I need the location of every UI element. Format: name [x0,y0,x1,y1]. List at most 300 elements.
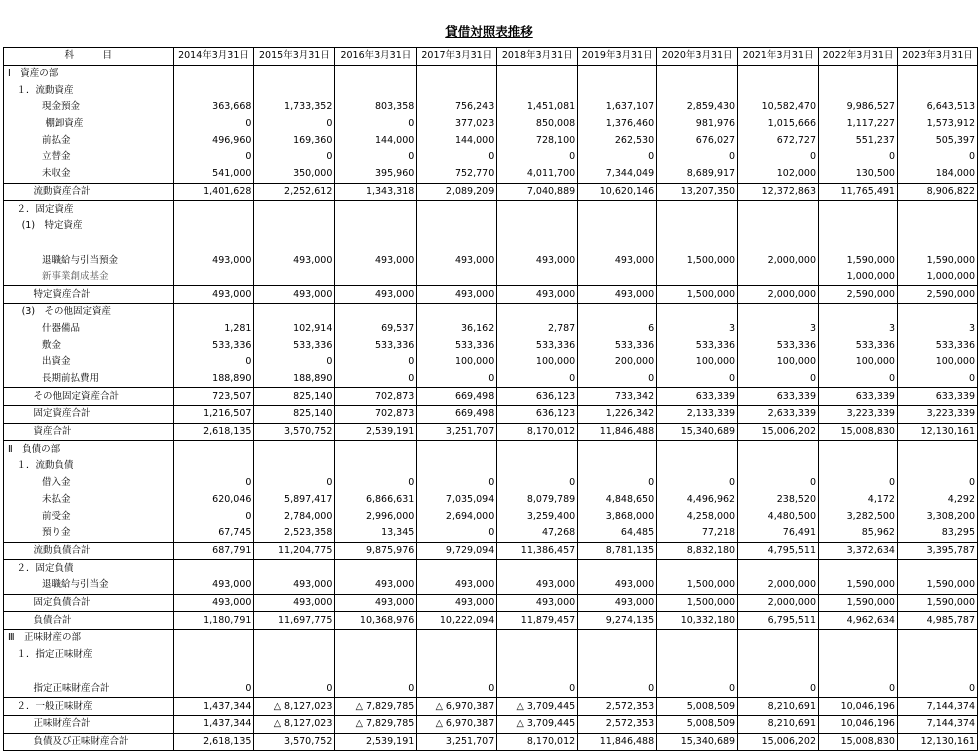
cell-value: 687,791 [173,542,254,560]
cell-value: 1,590,000 [819,577,898,594]
cell-value: 184,000 [897,166,977,183]
cell-value: 11,204,775 [254,542,335,560]
cell-value [738,82,819,99]
cell-value [897,647,977,664]
table-row [4,698,978,716]
cell-value: 3 [819,321,898,338]
cell-value [897,303,977,320]
cell-value: 10,222,094 [417,612,497,630]
row-label: 什器備品 [4,321,174,338]
table-row [4,269,978,286]
cell-value [819,303,898,320]
cell-value [657,458,738,475]
table-row [4,475,978,492]
cell-value: 676,027 [657,132,738,149]
row-label: 未収金 [4,166,174,183]
table-row [4,647,978,664]
cell-value: 0 [173,116,254,133]
cell-value: 8,906,822 [897,183,977,201]
header-year: 2014年3月31日 [173,48,254,66]
header-year: 2018年3月31日 [497,48,578,66]
cell-value: 493,000 [335,286,417,304]
cell-value: 0 [897,371,977,388]
row-label: Ⅰ 資産の部 [4,65,174,82]
cell-value [819,560,898,577]
table-row [4,166,978,183]
cell-value [578,458,657,475]
cell-value [254,647,335,664]
cell-value: 8,170,012 [497,733,578,751]
cell-value [417,303,497,320]
cell-value: 633,339 [897,388,977,406]
header-year: 2017年3月31日 [417,48,497,66]
cell-value: 493,000 [417,235,497,269]
cell-value: 0 [738,149,819,166]
cell-value: 493,000 [335,577,417,594]
cell-value: 11,846,488 [578,733,657,751]
row-label: ２．固定資産 [4,201,174,218]
cell-value: △ 6,970,387 [417,698,497,716]
cell-value: 67,745 [173,525,254,542]
cell-value: 6,795,511 [738,612,819,630]
cell-value: 1,216,507 [173,406,254,424]
cell-value: 15,008,830 [819,733,898,751]
cell-value: 13,207,350 [657,183,738,201]
cell-value: 2,133,339 [657,406,738,424]
cell-value [335,303,417,320]
cell-value [417,201,497,218]
cell-value: 15,008,830 [819,423,898,441]
cell-value: 493,000 [578,235,657,269]
cell-value: 144,000 [335,132,417,149]
cell-value: 4,172 [819,492,898,509]
table-row [4,663,978,698]
cell-value: 0 [173,475,254,492]
cell-value: 633,339 [819,388,898,406]
cell-value: 0 [254,354,335,371]
cell-value [897,218,977,235]
cell-value: 0 [738,663,819,698]
cell-value: 3,223,339 [819,406,898,424]
cell-value: 5,008,509 [657,698,738,716]
cell-value: 0 [657,663,738,698]
cell-value [497,441,578,458]
cell-value: △ 3,709,445 [497,698,578,716]
cell-value: 0 [173,663,254,698]
cell-value: 533,336 [657,337,738,354]
cell-value: 36,162 [417,321,497,338]
cell-value: 100,000 [897,354,977,371]
cell-value [335,201,417,218]
cell-value [254,218,335,235]
cell-value: 1,437,344 [173,698,254,716]
cell-value: 1,117,227 [819,116,898,133]
table-row [4,560,978,577]
cell-value [497,65,578,82]
cell-value: 1,590,000 [897,594,977,612]
cell-value: 7,144,374 [897,698,977,716]
cell-value [657,218,738,235]
cell-value: 3,251,707 [417,733,497,751]
cell-value: 10,620,146 [578,183,657,201]
cell-value: 3,223,339 [897,406,977,424]
cell-value [819,647,898,664]
cell-value [738,65,819,82]
cell-value: 0 [417,663,497,698]
row-label: 資産合計 [4,423,174,441]
cell-value: 0 [497,149,578,166]
cell-value: 0 [335,663,417,698]
cell-value: 2,539,191 [335,733,417,751]
cell-value: 350,000 [254,166,335,183]
cell-value: 100,000 [819,354,898,371]
cell-value: 728,100 [497,132,578,149]
cell-value: 0 [254,663,335,698]
cell-value: 85,962 [819,525,898,542]
cell-value: 1,590,000 [897,235,977,269]
cell-value: 1,500,000 [657,286,738,304]
cell-value: 0 [497,371,578,388]
table-row [4,594,978,612]
cell-value: 15,340,689 [657,423,738,441]
cell-value: 100,000 [657,354,738,371]
table-row [4,116,978,133]
cell-value [497,458,578,475]
cell-value [254,82,335,99]
table-row [4,441,978,458]
cell-value [417,65,497,82]
cell-value: 8,832,180 [657,542,738,560]
cell-value: 1,637,107 [578,99,657,116]
cell-value: 76,491 [738,525,819,542]
cell-value: 238,520 [738,492,819,509]
cell-value [173,458,254,475]
cell-value [897,441,977,458]
row-label: １．流動資産 [4,82,174,99]
cell-value: 4,258,000 [657,508,738,525]
cell-value [657,647,738,664]
table-row [4,388,978,406]
cell-value: 752,770 [417,166,497,183]
cell-value [578,647,657,664]
header-year: 2023年3月31日 [897,48,977,66]
cell-value [819,218,898,235]
cell-value: 4,962,634 [819,612,898,630]
cell-value: 493,000 [497,594,578,612]
cell-value: 2,694,000 [417,508,497,525]
cell-value: 825,140 [254,388,335,406]
cell-value: 0 [173,354,254,371]
row-label: 棚卸資産 [4,116,174,133]
cell-value: 8,781,135 [578,542,657,560]
table-row [4,99,978,116]
cell-value: 13,345 [335,525,417,542]
cell-value: 493,000 [335,594,417,612]
cell-value [335,82,417,99]
cell-value: 1,401,628 [173,183,254,201]
cell-value: 4,848,650 [578,492,657,509]
cell-value: 11,765,491 [819,183,898,201]
cell-value: 3,282,500 [819,508,898,525]
cell-value: 493,000 [173,235,254,269]
cell-value: 100,000 [738,354,819,371]
table-row [4,612,978,630]
cell-value: 4,011,700 [497,166,578,183]
cell-value [497,218,578,235]
table-row [4,458,978,475]
cell-value: △ 3,709,445 [497,716,578,734]
cell-value: 77,218 [657,525,738,542]
cell-value [417,458,497,475]
cell-value: 3,251,707 [417,423,497,441]
cell-value: 2,000,000 [738,286,819,304]
row-label: 指定正味財産合計 [4,663,174,698]
cell-value: △ 8,127,023 [254,698,335,716]
cell-value: 9,274,135 [578,612,657,630]
cell-value: 5,008,509 [657,716,738,734]
cell-value: 2,633,339 [738,406,819,424]
cell-value: 64,485 [578,525,657,542]
cell-value: 533,336 [497,337,578,354]
table-row [4,286,978,304]
cell-value: 636,123 [497,388,578,406]
cell-value: 2,000,000 [738,577,819,594]
row-label: Ⅲ 正味財産の部 [4,630,174,647]
cell-value [738,458,819,475]
cell-value: △ 8,127,023 [254,716,335,734]
cell-value: 144,000 [417,132,497,149]
table-row [4,525,978,542]
cell-value: 102,914 [254,321,335,338]
cell-value: 6,866,631 [335,492,417,509]
cell-value: 672,727 [738,132,819,149]
cell-value [897,630,977,647]
cell-value: 0 [254,149,335,166]
cell-value: 493,000 [173,594,254,612]
cell-value: 0 [254,116,335,133]
header-year: 2020年3月31日 [657,48,738,66]
cell-value: 9,729,094 [417,542,497,560]
cell-value [254,201,335,218]
table-header-row [4,48,978,66]
cell-value: 3,308,200 [897,508,977,525]
cell-value: 3,868,000 [578,508,657,525]
row-label: １．指定正味財産 [4,647,174,664]
cell-value [335,218,417,235]
cell-value: 395,960 [335,166,417,183]
cell-value: 0 [657,149,738,166]
cell-value [173,303,254,320]
cell-value: 825,140 [254,406,335,424]
row-label: 現金預金 [4,99,174,116]
cell-value: 1,376,460 [578,116,657,133]
cell-value: 4,795,511 [738,542,819,560]
cell-value: 0 [819,663,898,698]
cell-value: 493,000 [578,594,657,612]
cell-value: 493,000 [497,577,578,594]
header-year: 2019年3月31日 [578,48,657,66]
cell-value: 493,000 [254,594,335,612]
header-label: 科 目 [4,48,174,66]
cell-value [738,269,819,286]
cell-value: 1,180,791 [173,612,254,630]
cell-value [657,441,738,458]
cell-value: 0 [497,663,578,698]
cell-value: 850,008 [497,116,578,133]
cell-value: 11,386,457 [497,542,578,560]
cell-value [738,560,819,577]
table-row [4,492,978,509]
cell-value [497,82,578,99]
cell-value: 0 [738,371,819,388]
cell-value [497,201,578,218]
cell-value [417,82,497,99]
cell-value: 803,358 [335,99,417,116]
cell-value: 11,697,775 [254,612,335,630]
row-label: その他固定資産合計 [4,388,174,406]
cell-value [335,441,417,458]
cell-value [254,630,335,647]
cell-value: 633,339 [738,388,819,406]
cell-value: 7,144,374 [897,716,977,734]
cell-value: 47,268 [497,525,578,542]
cell-value: 2,618,135 [173,733,254,751]
cell-value [897,458,977,475]
cell-value: 0 [738,475,819,492]
cell-value [335,458,417,475]
cell-value: 9,875,976 [335,542,417,560]
cell-value: 3,570,752 [254,423,335,441]
cell-value: 551,237 [819,132,898,149]
cell-value: 633,339 [657,388,738,406]
cell-value: 0 [657,371,738,388]
table-body [4,65,978,751]
cell-value: 0 [335,475,417,492]
cell-value [657,82,738,99]
cell-value [254,560,335,577]
row-label: 借入金 [4,475,174,492]
cell-value: 7,344,049 [578,166,657,183]
cell-value: 1,590,000 [819,594,898,612]
cell-value [254,303,335,320]
row-label: 長期前払費用 [4,371,174,388]
cell-value: 188,890 [173,371,254,388]
cell-value [497,647,578,664]
cell-value [335,647,417,664]
cell-value: 3,570,752 [254,733,335,751]
cell-value: 0 [897,663,977,698]
cell-value: 4,496,962 [657,492,738,509]
header-year: 2022年3月31日 [819,48,898,66]
cell-value [254,65,335,82]
row-label: 立替金 [4,149,174,166]
cell-value: 169,360 [254,132,335,149]
cell-value [335,269,417,286]
cell-value: 0 [335,371,417,388]
table-row [4,577,978,594]
cell-value: 533,336 [417,337,497,354]
cell-value: 8,079,789 [497,492,578,509]
row-label: 流動資産合計 [4,183,174,201]
cell-value: 3 [897,321,977,338]
row-label: Ⅱ 負債の部 [4,441,174,458]
cell-value: 0 [657,475,738,492]
table-row [4,235,978,269]
cell-value [173,82,254,99]
row-label: 固定負債合計 [4,594,174,612]
cell-value: 7,040,889 [497,183,578,201]
cell-value [657,630,738,647]
cell-value: 11,879,457 [497,612,578,630]
page-title-text: 貸借対照表推移 [445,24,533,39]
cell-value: △ 7,829,785 [335,716,417,734]
cell-value [335,560,417,577]
cell-value: 7,035,094 [417,492,497,509]
cell-value: 541,000 [173,166,254,183]
cell-value [173,630,254,647]
cell-value: 2,572,353 [578,698,657,716]
row-label: ２．一般正味財産 [4,698,174,716]
cell-value: 1,573,912 [897,116,977,133]
cell-value: 756,243 [417,99,497,116]
cell-value: 0 [417,475,497,492]
table-row [4,542,978,560]
row-label: 負債及び正味財産合計 [4,733,174,751]
cell-value: 6,643,513 [897,99,977,116]
cell-value [173,269,254,286]
cell-value: 2,539,191 [335,423,417,441]
cell-value [657,560,738,577]
table-row [4,423,978,441]
cell-value: 1,281 [173,321,254,338]
cell-value [254,458,335,475]
cell-value: 377,023 [417,116,497,133]
cell-value: 1,590,000 [897,577,977,594]
cell-value [819,201,898,218]
cell-value: 1,500,000 [657,235,738,269]
table-row [4,716,978,734]
table-row [4,82,978,99]
row-label: １．流動負債 [4,458,174,475]
cell-value [578,441,657,458]
cell-value: 1,590,000 [819,235,898,269]
cell-value: 2,523,358 [254,525,335,542]
cell-value: 12,372,863 [738,183,819,201]
cell-value: 533,336 [254,337,335,354]
cell-value: 69,537 [335,321,417,338]
cell-value [738,303,819,320]
cell-value: 702,873 [335,406,417,424]
row-label: 退職給与引当預金 [4,235,174,269]
cell-value: 4,480,500 [738,508,819,525]
cell-value: 130,500 [819,166,898,183]
table-row [4,337,978,354]
cell-value: 493,000 [254,235,335,269]
cell-value [173,441,254,458]
header-year: 2015年3月31日 [254,48,335,66]
table-row [4,303,978,320]
cell-value: 0 [417,525,497,542]
page-title [0,22,978,40]
cell-value: 15,340,689 [657,733,738,751]
row-label: (1) 特定資産 [4,218,174,235]
header-year: 2021年3月31日 [738,48,819,66]
cell-value: 0 [578,475,657,492]
cell-value [497,269,578,286]
row-label: 未払金 [4,492,174,509]
cell-value: 1,451,081 [497,99,578,116]
cell-value: 533,336 [335,337,417,354]
